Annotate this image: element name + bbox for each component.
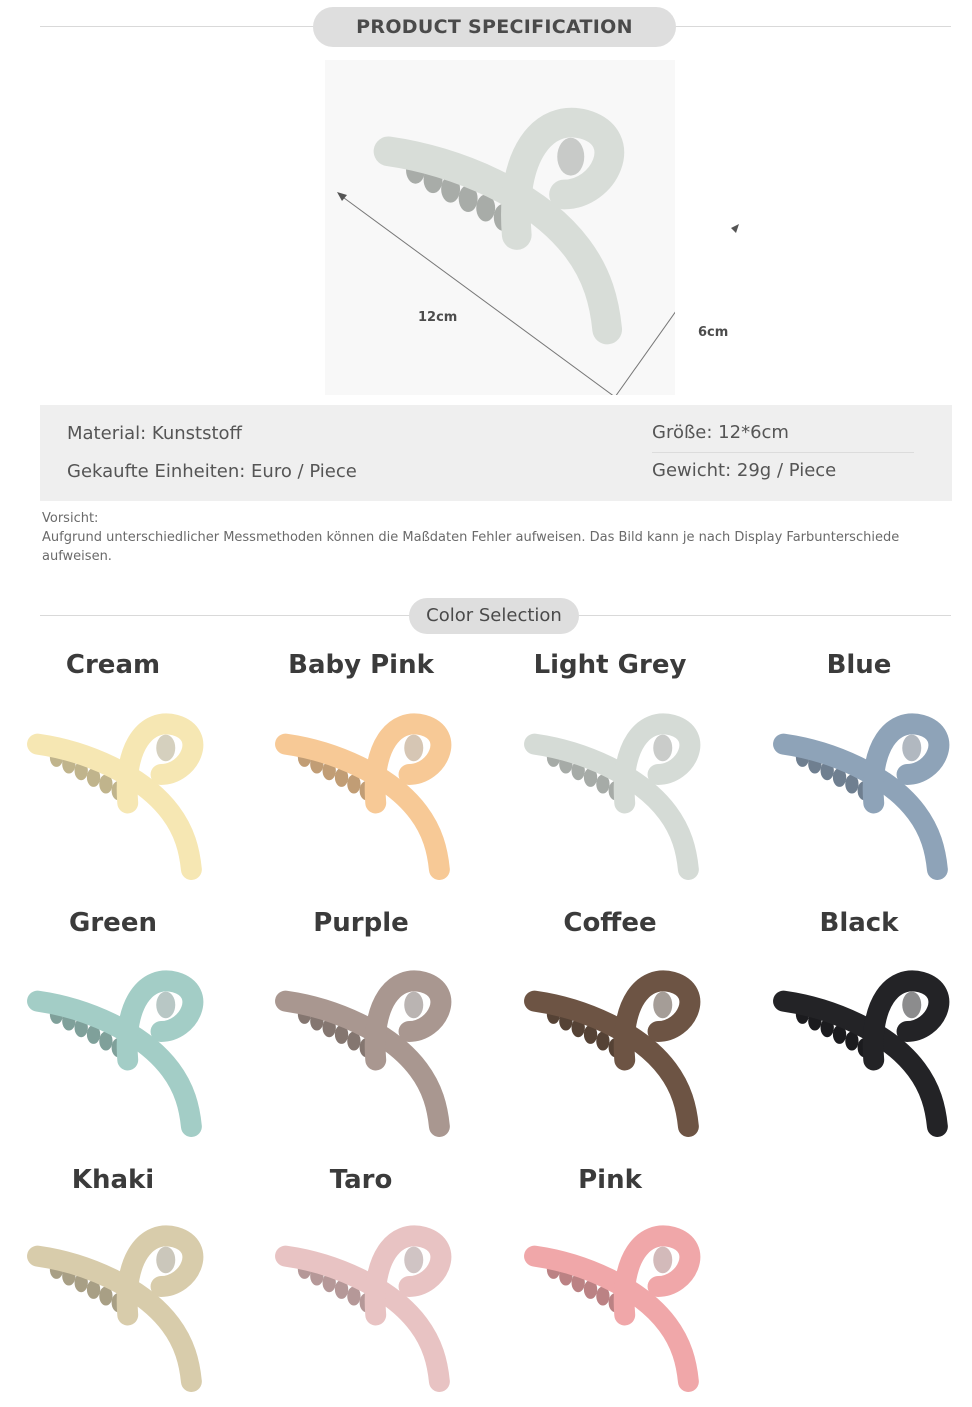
color-swatch-image — [266, 957, 466, 1147]
color-label: Baby Pink — [288, 650, 434, 680]
color-divider-left — [40, 615, 412, 616]
color-swatch-image — [764, 957, 964, 1147]
hero-clip-svg — [325, 60, 675, 395]
color-swatch-image — [18, 1212, 218, 1402]
color-label: Green — [69, 908, 157, 938]
color-swatch-image — [515, 700, 715, 890]
note-line-2: aufweisen. — [42, 549, 112, 564]
note-title: Vorsicht: — [42, 511, 99, 526]
spec-material: Material: Kunststoff — [67, 423, 242, 444]
color-swatch-image — [266, 700, 466, 890]
note-line-1: Aufgrund unterschiedlicher Messmethoden können die Maßdaten Fehler aufweisen. Das Bild kann je nach Display Farbunterschiede — [42, 530, 900, 545]
clip-icon — [764, 957, 964, 1147]
spec-divider-right — [670, 26, 951, 27]
color-swatch-image — [18, 957, 218, 1147]
color-swatch-image — [764, 700, 964, 890]
clip-icon — [266, 957, 466, 1147]
spec-heading: PRODUCT SPECIFICATION — [313, 7, 676, 47]
clip-icon — [266, 1212, 466, 1402]
color-label: Coffee — [563, 908, 657, 938]
spec-table — [40, 405, 952, 501]
clip-icon — [515, 700, 715, 890]
color-heading: Color Selection — [409, 598, 579, 634]
clip-icon — [18, 700, 218, 890]
clip-icon — [266, 700, 466, 890]
width-label: 6cm — [698, 325, 729, 340]
width-arrow-head — [725, 222, 741, 238]
clip-icon — [18, 957, 218, 1147]
color-label: Blue — [826, 650, 892, 680]
spec-size: Größe: 12*6cm — [652, 422, 789, 443]
color-swatch-image — [266, 1212, 466, 1402]
color-label: Purple — [313, 908, 409, 938]
spec-weight: Gewicht: 29g / Piece — [652, 460, 837, 481]
hero-product-image — [325, 60, 729, 395]
clip-icon — [764, 700, 964, 890]
color-label: Pink — [578, 1165, 642, 1195]
color-swatch-image — [18, 700, 218, 890]
spec-row-divider — [652, 452, 914, 453]
color-label: Light Grey — [533, 650, 687, 680]
color-label: Khaki — [71, 1165, 155, 1195]
color-label: Taro — [329, 1165, 393, 1195]
color-divider-right — [575, 615, 951, 616]
clip-icon — [18, 1212, 218, 1402]
color-label: Cream — [65, 650, 161, 680]
clip-icon — [515, 957, 715, 1147]
spec-units: Gekaufte Einheiten: Euro / Piece — [67, 461, 357, 482]
clip-icon — [515, 1212, 715, 1402]
length-label: 12cm — [418, 310, 458, 325]
color-swatch-image — [515, 1212, 715, 1402]
color-swatch-image — [515, 957, 715, 1147]
color-label: Black — [819, 908, 899, 938]
spec-divider-left — [40, 26, 320, 27]
